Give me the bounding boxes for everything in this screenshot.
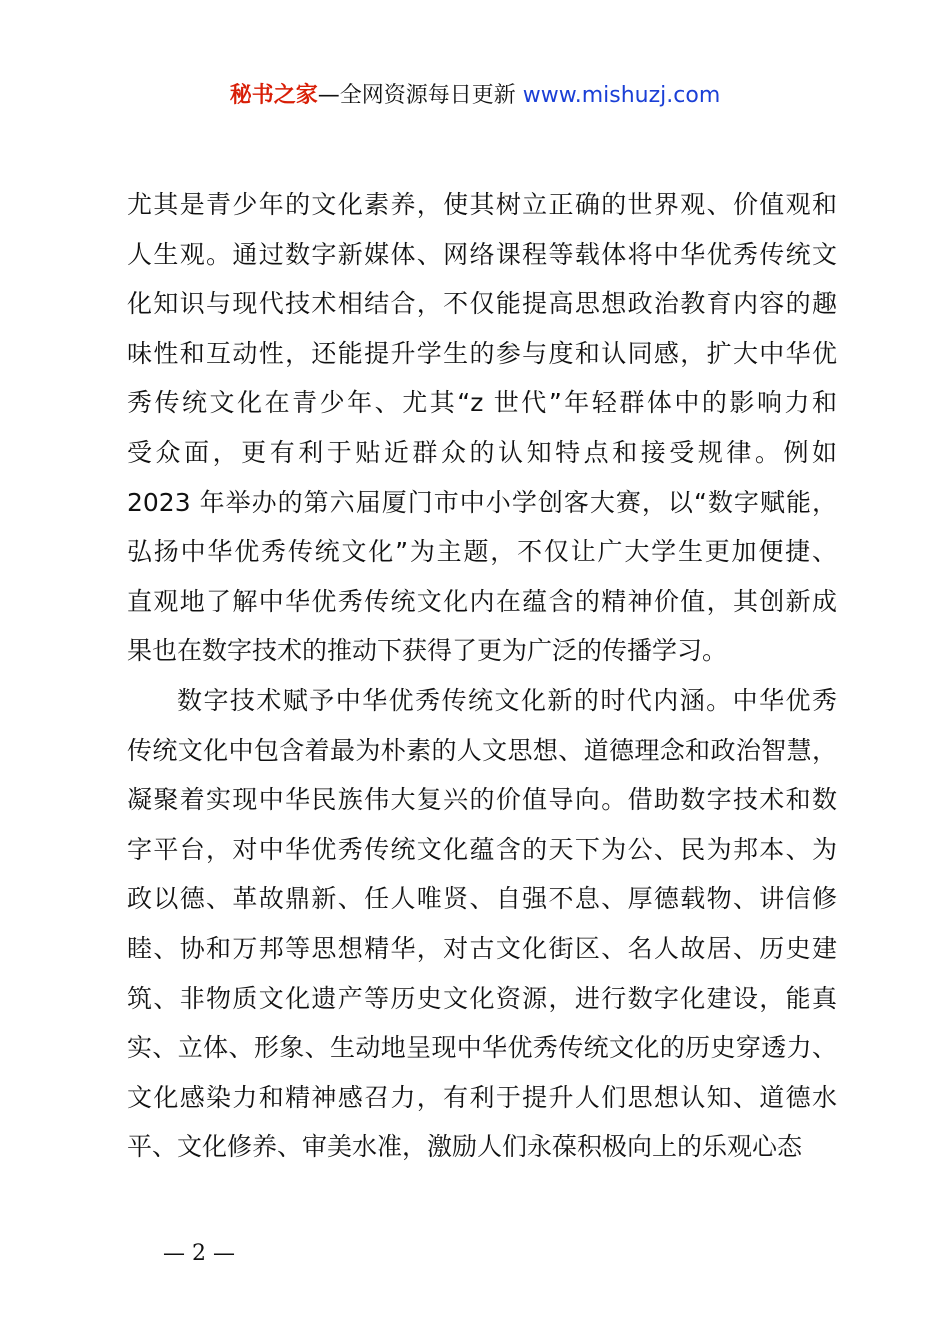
document-body	[127, 180, 837, 1172]
paragraph	[127, 676, 837, 1172]
text-line: 传统文化中包含着最为朴素的人文思想、道德理念和政治智慧，	[127, 735, 837, 765]
text-line: 实、立体、形象、生动地呈现中华优秀传统文化的历史穿透力、	[127, 1033, 837, 1063]
text-line: 果也在数字技术的推动下获得了更为广泛的传播学习。	[127, 636, 728, 666]
text-line: 秀传统文化在青少年、尤其“z 世代”年轻群体中的影响力和	[127, 388, 837, 418]
text-line: 化知识与现代技术相结合，不仅能提高思想政治教育内容的趣	[127, 289, 837, 319]
text-line: 数字技术赋予中华优秀传统文化新的时代内涵。中华优秀	[177, 685, 837, 715]
text-line: 直观地了解中华优秀传统文化内在蕴含的精神价值，其创新成	[127, 586, 837, 616]
page-number: — 2 —	[163, 1241, 235, 1266]
text-line: 文化感染力和精神感召力，有利于提升人们思想认知、道德水	[127, 1082, 837, 1112]
site-header	[0, 80, 950, 112]
text-line: 尤其是青少年的文化素养，使其树立正确的世界观、价值观和	[127, 190, 837, 219]
text-line: 味性和互动性，还能提升学生的参与度和认同感，扩大中华优	[127, 338, 837, 368]
paragraph	[127, 180, 837, 676]
text-line: 政以德、革故鼎新、任人唯贤、自强不息、厚德载物、讲信修	[127, 884, 837, 914]
text-line: 平、文化修养、审美水准，激励人们永葆积极向上的乐观心态	[127, 1132, 803, 1162]
text-line: 筑、非物质文化遗产等历史文化资源，进行数字化建设，能真	[127, 983, 837, 1013]
header-tagline: —全网资源每日更新	[317, 83, 516, 108]
brand-name: 秘书之家	[229, 83, 318, 108]
text-line: 2023 年举办的第六届厦门市中小学创客大赛，以“数字赋能，	[127, 487, 837, 517]
text-line: 人生观。通过数字新媒体、网络课程等载体将中华优秀传统文	[127, 239, 837, 269]
text-line: 字平台，对中华优秀传统文化蕴含的天下为公、民为邦本、为	[127, 834, 837, 864]
text-line: 凝聚着实现中华民族伟大复兴的价值导向。借助数字技术和数	[127, 785, 837, 815]
text-line: 睦、协和万邦等思想精华，对古文化街区、名人故居、历史建	[127, 933, 837, 963]
text-line: 受众面，更有利于贴近群众的认知特点和接受规律。例如	[127, 437, 837, 467]
site-url-link[interactable]: www.mishuzj.com	[522, 83, 721, 108]
text-line: 弘扬中华优秀传统文化”为主题，不仅让广大学生更加便捷、	[127, 537, 837, 567]
